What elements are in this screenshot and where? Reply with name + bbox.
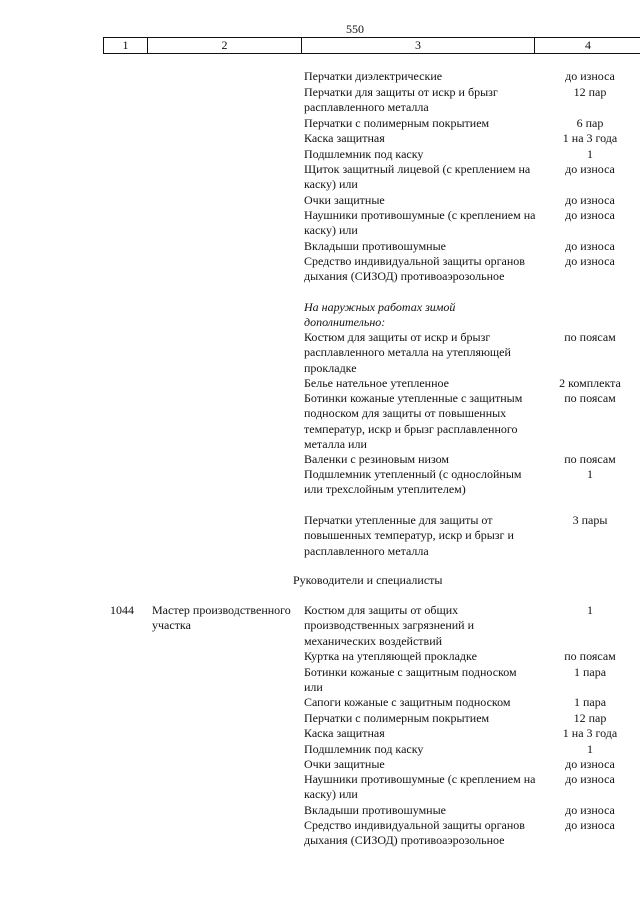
item-name: Сапоги кожаные с защитным подноском xyxy=(304,695,511,709)
item-name: Перчатки для защиты от искр и брызг расплавленного металла xyxy=(304,85,498,115)
item-quantity: 6 пар xyxy=(576,116,604,130)
item-quantity: 1 xyxy=(587,603,593,617)
item-name: Валенки с резиновым низом xyxy=(304,452,450,466)
item-name: Перчатки с полимерным покрытием xyxy=(304,711,490,725)
item-name: Щиток защитный лицевой (с креплением на каску) или xyxy=(304,162,531,192)
item-quantity: до износа xyxy=(565,254,615,268)
item-quantity: до износа xyxy=(565,803,615,817)
item-name: Средство индивидуальной защиты органов дыхания (СИЗОД) противоаэрозольное xyxy=(304,818,525,848)
item-quantity: 2 комплекта xyxy=(559,376,621,390)
item-quantity: до износа xyxy=(565,818,615,832)
item-quantity: 12 пар xyxy=(573,85,607,99)
item-quantity: 1 пара xyxy=(573,665,607,679)
column-header-4: 4 xyxy=(585,38,591,52)
item-quantity: до износа xyxy=(565,162,615,176)
item-name: Костюм для защиты от общих производственных загрязнений и механических воздействий xyxy=(304,603,475,648)
page-number: 550 xyxy=(346,22,364,36)
item-quantity: 1 xyxy=(587,147,593,161)
item-quantity: до износа xyxy=(565,208,615,222)
item-quantity: до износа xyxy=(565,69,615,83)
column-header-2: 2 xyxy=(148,38,302,53)
item-name: Ботинки кожаные с защитным подноском или xyxy=(304,665,517,695)
entry-number: 1044 xyxy=(110,603,134,617)
item-quantity: 1 xyxy=(587,742,593,756)
item-quantity: по поясам xyxy=(564,452,616,466)
item-quantity: 1 на 3 года xyxy=(562,131,618,145)
item-quantity: до износа xyxy=(565,239,615,253)
item-name: Очки защитные xyxy=(304,193,385,207)
item-name: Белье нательное утепленное xyxy=(304,376,449,390)
item-quantity: до износа xyxy=(565,757,615,771)
item-quantity: до износа xyxy=(565,772,615,786)
column-header-row xyxy=(103,37,640,54)
item-name: Наушники противошумные (с креплением на каску) или xyxy=(304,208,536,238)
item-name: Наушники противошумные (с креплением на каску) или xyxy=(304,772,536,802)
column-header-3: 3 xyxy=(302,38,535,53)
item-name: Перчатки утепленные для защиты от повышенных температур, искр и брызг и расплавленного металла xyxy=(304,513,514,558)
item-name: Ботинки кожаные утепленные с защитным подноском для защиты от повышенных температур, искр и брызг расплавленного металла или xyxy=(304,391,523,452)
entry-position: Мастер производственного участка xyxy=(152,603,291,633)
item-name: Куртка на утепляющей прокладке xyxy=(304,649,477,663)
item-quantity: по поясам xyxy=(564,649,616,663)
item-name: Вкладыши противошумные xyxy=(304,239,446,253)
item-quantity: до износа xyxy=(565,193,615,207)
item-name: Перчатки диэлектрические xyxy=(304,69,443,83)
item-quantity: 3 пары xyxy=(572,513,608,527)
item-name: Перчатки с полимерным покрытием xyxy=(304,116,490,130)
item-quantity: 12 пар xyxy=(573,711,607,725)
item-name: Подшлемник под каску xyxy=(304,147,424,161)
item-name: Вкладыши противошумные xyxy=(304,803,446,817)
subsection-note: На наружных работах зимой дополнительно: xyxy=(304,300,456,330)
item-name: Костюм для защиты от искр и брызг расплавленного металла на утепляющей прокладке xyxy=(304,330,511,375)
item-quantity: 1 xyxy=(587,467,593,481)
column-header-1: 1 xyxy=(104,38,148,53)
item-name: Подшлемник утепленный (с однослойным или трехслойным утеплителем) xyxy=(304,467,522,497)
item-name: Средство индивидуальной защиты органов дыхания (СИЗОД) противоаэрозольное xyxy=(304,254,525,284)
item-quantity: 1 на 3 года xyxy=(562,726,618,740)
item-name: Подшлемник под каску xyxy=(304,742,424,756)
item-quantity: по поясам xyxy=(564,391,616,405)
section-title: Руководители и специалисты xyxy=(293,573,443,587)
item-name: Очки защитные xyxy=(304,757,385,771)
item-name: Каска защитная xyxy=(304,726,385,740)
item-quantity: 1 пара xyxy=(573,695,607,709)
item-name: Каска защитная xyxy=(304,131,385,145)
item-quantity: по поясам xyxy=(564,330,616,344)
